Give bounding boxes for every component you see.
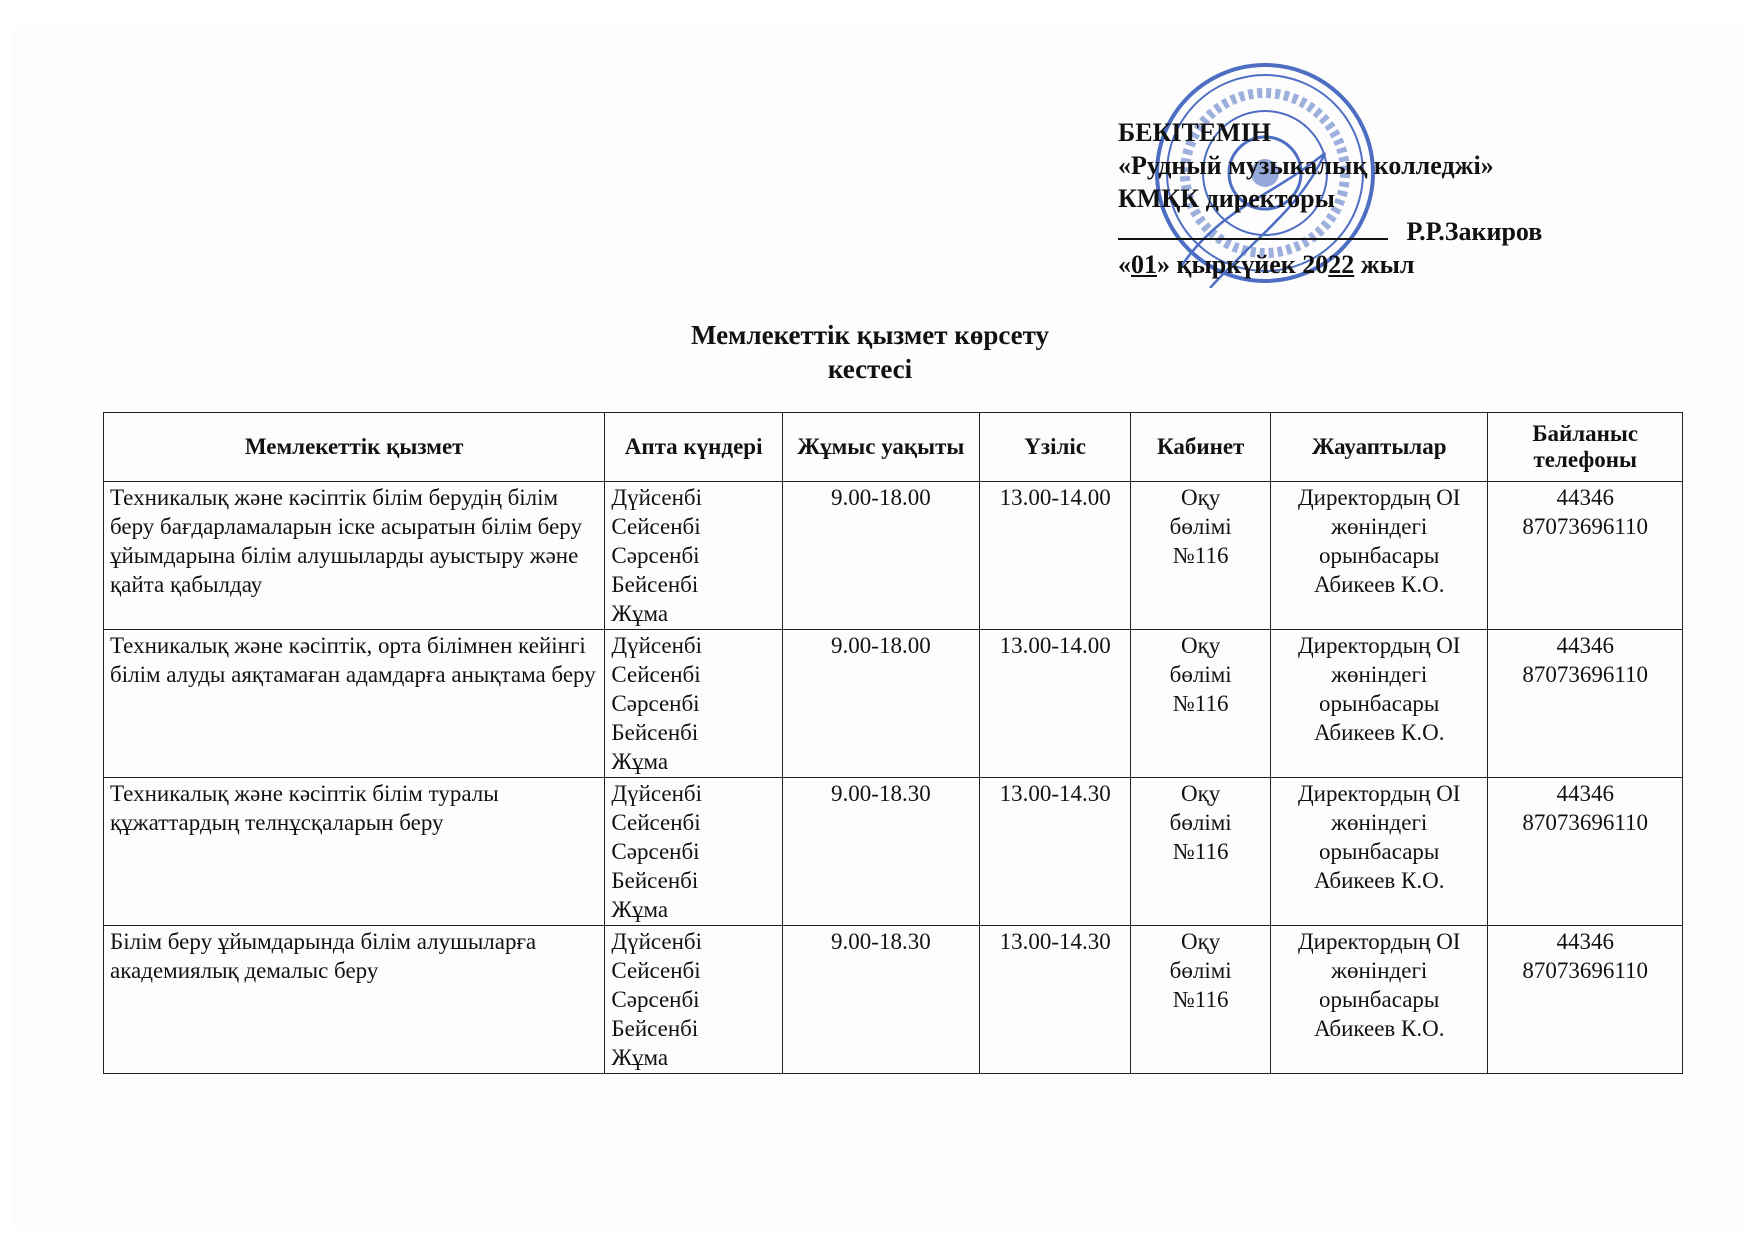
responsible-line: Абикеев К.О. (1313, 720, 1445, 745)
approval-organization: «Рудный музыкалық колледжі» (1118, 151, 1494, 180)
responsible-line: жөніндегі (1331, 662, 1428, 687)
table-row (104, 926, 1683, 1074)
responsible-line: орынбасары (1319, 691, 1440, 716)
weekday: Сейсенбі (611, 662, 701, 687)
working-hours: 9.00-18.00 (782, 630, 979, 778)
weekdays (605, 778, 782, 926)
phone-line: 44346 (1556, 485, 1614, 510)
date-mid: » қыркүйек 20 (1157, 250, 1329, 279)
approval-heading: БЕКІТЕМІН (1118, 118, 1272, 147)
office-line: Оқу (1181, 485, 1221, 510)
responsible-line: Абикеев К.О. (1313, 572, 1445, 597)
office-line: №116 (1172, 543, 1229, 568)
weekday: Сәрсенбі (611, 543, 700, 568)
service-name: Техникалық және кәсіптік білім туралы құжаттардың телнұсқаларын беру (104, 778, 605, 926)
office-line: №116 (1172, 691, 1229, 716)
responsible-line: орынбасары (1319, 543, 1440, 568)
table-row (104, 482, 1683, 630)
header-hours: Жұмыс уақыты (782, 413, 979, 482)
table-row (104, 630, 1683, 778)
responsible-line: Абикеев К.О. (1313, 868, 1445, 893)
contact-phone (1488, 630, 1683, 778)
date-day: 01 (1131, 250, 1157, 279)
working-hours: 9.00-18.30 (782, 778, 979, 926)
weekday: Сейсенбі (611, 958, 701, 983)
office (1131, 926, 1271, 1074)
approval-date (1118, 248, 1542, 281)
office-line: бөлімі (1169, 662, 1232, 687)
office (1131, 482, 1271, 630)
date-end: жыл (1354, 250, 1415, 279)
office-line: Оқу (1181, 929, 1221, 954)
weekday: Дүйсенбі (611, 781, 703, 806)
weekday: Жұма (611, 601, 669, 626)
responsible-line: Абикеев К.О. (1313, 1016, 1445, 1041)
weekday: Бейсенбі (611, 572, 699, 597)
responsible-line: орынбасары (1319, 839, 1440, 864)
table-header-row (104, 413, 1683, 482)
weekdays (605, 926, 782, 1074)
phone-line: 87073696110 (1522, 958, 1649, 983)
contact-phone (1488, 926, 1683, 1074)
table-row (104, 778, 1683, 926)
weekday: Дүйсенбі (611, 929, 703, 954)
weekday: Жұма (611, 1045, 669, 1070)
responsible-line: жөніндегі (1331, 514, 1428, 539)
approval-block (1118, 116, 1542, 281)
signatory-name: Р.Р.Закиров (1406, 217, 1543, 246)
working-hours: 9.00-18.30 (782, 926, 979, 1074)
office-line: бөлімі (1169, 958, 1232, 983)
title-line-1: Мемлекеттік қызмет көрсету (690, 320, 1050, 350)
weekday: Дүйсенбі (611, 633, 703, 658)
break-time: 13.00-14.00 (979, 630, 1130, 778)
weekday: Бейсенбі (611, 1016, 699, 1041)
weekday: Дүйсенбі (611, 485, 703, 510)
responsible-person (1271, 482, 1488, 630)
working-hours: 9.00-18.00 (782, 482, 979, 630)
responsible-line: Директордың ОІ (1297, 929, 1461, 954)
weekday: Сейсенбі (611, 810, 701, 835)
weekday: Жұма (611, 749, 669, 774)
office-line: Оқу (1181, 781, 1221, 806)
weekday: Сәрсенбі (611, 987, 700, 1012)
page-title (600, 318, 1140, 386)
weekdays (605, 482, 782, 630)
signature-row (1118, 215, 1542, 248)
responsible-line: Директордың ОІ (1297, 633, 1461, 658)
office-line: №116 (1172, 987, 1229, 1012)
responsible-line: жөніндегі (1331, 958, 1428, 983)
phone-line: 87073696110 (1522, 514, 1649, 539)
signature-line (1118, 216, 1388, 240)
header-days: Апта күндері (605, 413, 782, 482)
weekday: Сәрсенбі (611, 691, 700, 716)
phone-line: 87073696110 (1522, 810, 1649, 835)
weekday: Бейсенбі (611, 868, 699, 893)
phone-line: 44346 (1556, 633, 1614, 658)
header-break: Үзіліс (979, 413, 1130, 482)
phone-line: 44346 (1556, 781, 1614, 806)
office (1131, 778, 1271, 926)
responsible-line: Директордың ОІ (1297, 485, 1461, 510)
approval-role: КМҚК директоры (1118, 184, 1335, 213)
contact-phone (1488, 482, 1683, 630)
phone-line: 87073696110 (1522, 662, 1649, 687)
date-open: « (1118, 250, 1131, 279)
weekday: Сәрсенбі (611, 839, 700, 864)
responsible-line: орынбасары (1319, 987, 1440, 1012)
header-service: Мемлекеттік қызмет (104, 413, 605, 482)
weekdays (605, 630, 782, 778)
service-name: Техникалық және кәсіптік, орта білімнен кейінгі білім алуды аяқтамаған адамдарға анықтама беру (104, 630, 605, 778)
responsible-person (1271, 778, 1488, 926)
weekday: Жұма (611, 897, 669, 922)
weekday: Бейсенбі (611, 720, 699, 745)
header-phone: Байланыс телефоны (1488, 413, 1683, 482)
date-year: 22 (1328, 250, 1355, 279)
weekday: Сейсенбі (611, 514, 701, 539)
service-name: Білім беру ұйымдарында білім алушыларға академиялық демалыс беру (104, 926, 605, 1074)
service-name: Техникалық және кәсіптік білім берудің білім беру бағдарламаларын іске асыратын білім беру ұйымдарына білім алушыларды ауыстыру және қайта қабылдау (104, 482, 605, 630)
break-time: 13.00-14.30 (979, 778, 1130, 926)
office-line: №116 (1172, 839, 1229, 864)
responsible-line: Директордың ОІ (1297, 781, 1461, 806)
responsible-person (1271, 926, 1488, 1074)
title-line-2: кестесі (827, 354, 913, 384)
phone-line: 44346 (1556, 929, 1614, 954)
office-line: бөлімі (1169, 810, 1232, 835)
header-responsible: Жауаптылар (1271, 413, 1488, 482)
office (1131, 630, 1271, 778)
contact-phone (1488, 778, 1683, 926)
office-line: Оқу (1181, 633, 1221, 658)
break-time: 13.00-14.30 (979, 926, 1130, 1074)
responsible-person (1271, 630, 1488, 778)
responsible-line: жөніндегі (1331, 810, 1428, 835)
service-schedule-table (103, 412, 1683, 1074)
office-line: бөлімі (1169, 514, 1232, 539)
header-office: Кабинет (1131, 413, 1271, 482)
break-time: 13.00-14.00 (979, 482, 1130, 630)
